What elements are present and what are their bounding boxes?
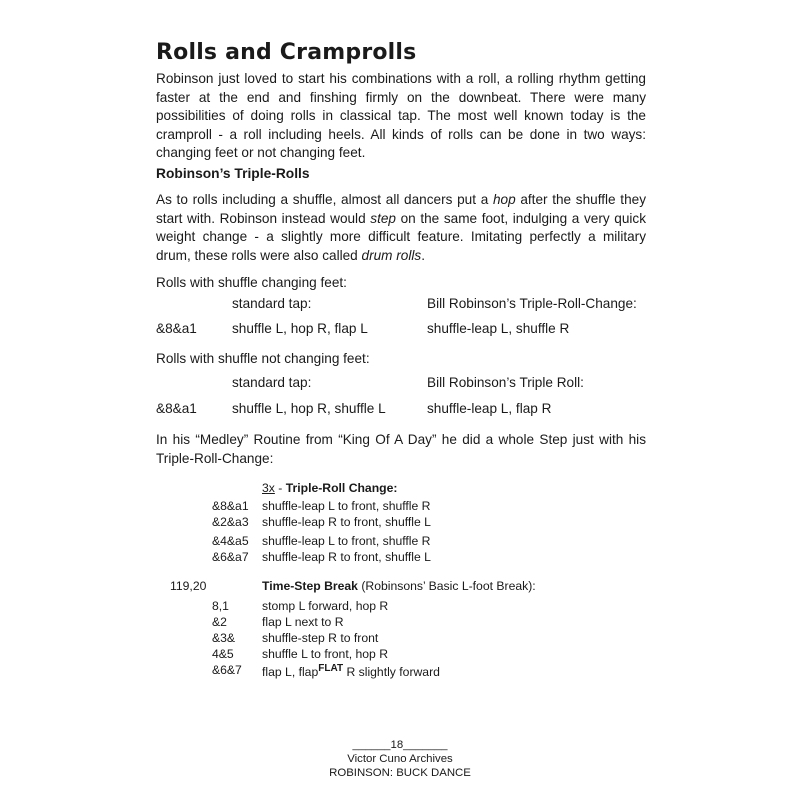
step-description: shuffle-step R to front [262, 631, 379, 645]
step-description: shuffle-leap R to front, shuffle L [262, 550, 431, 564]
section-heading: Robinson’s Triple-Rolls [156, 166, 310, 181]
intro-paragraph: Robinson just loved to start his combinations with a roll, a rolling rhythm getting faster at the end and finshing firmly on the downbeat. There were many possibilities of doing rolls in classical tap. The most well known today is the cramproll - a roll including heels. All kinds of rolls can be done in two ways: changing feet or not changing feet. [156, 71, 646, 160]
count-cell: &8&a1 [156, 321, 197, 336]
step-count: 8,1 [212, 599, 229, 613]
step-description: shuffle L to front, hop R [262, 647, 389, 661]
text-segment: R slightly forward [343, 665, 440, 679]
standard-tap-header: standard tap: [232, 375, 312, 390]
footer-archive: Victor Cuno Archives [347, 753, 453, 765]
page-number: ______18_______ [352, 739, 448, 751]
changing-feet-label: Rolls with shuffle changing feet: [156, 275, 347, 290]
routine-title: Triple-Roll Change: [285, 481, 398, 495]
step-description [262, 663, 440, 679]
count-cell: &8&a1 [156, 401, 197, 416]
step-count: &6&a7 [212, 550, 249, 564]
not-changing-feet-label: Rolls with shuffle not changing feet: [156, 351, 370, 366]
reference-number: 119,20 [170, 579, 207, 593]
step-count: &8&a1 [212, 499, 249, 513]
page-title: Rolls and Cramprolls [156, 40, 417, 65]
step-description: shuffle-leap L to front, shuffle R [262, 534, 431, 548]
step-count: &6&7 [212, 663, 242, 677]
step-count: &3& [212, 631, 236, 645]
break-title [262, 579, 536, 593]
text-segment: flap L, flap [262, 665, 319, 679]
robinson-header: Bill Robinson’s Triple-Roll-Change: [427, 296, 637, 311]
separator: - [274, 481, 286, 495]
text-segment: . [421, 247, 425, 263]
step-description: stomp L forward, hop R [262, 599, 389, 613]
emphasis-drum-rolls: drum rolls [361, 247, 422, 263]
flat-superscript: FLAT [318, 663, 344, 674]
step-description: flap L next to R [262, 615, 344, 629]
step-description: shuffle-leap R to front, shuffle L [262, 515, 431, 529]
standard-step-cell: shuffle L, hop R, shuffle L [232, 401, 386, 416]
routine-title: Time-Step Break [262, 579, 358, 593]
step-count: &4&a5 [212, 534, 249, 548]
step-count: &2&a3 [212, 515, 249, 529]
step-description: shuffle-leap L to front, shuffle R [262, 499, 431, 513]
footer-book-title: ROBINSON: BUCK DANCE [329, 767, 471, 779]
triple-roll-change-title [262, 481, 397, 495]
text-segment: after the shuffle they start with. Robinson instead would [156, 192, 646, 226]
emphasis-hop: hop [492, 192, 516, 207]
text-segment: As to rolls including a shuffle, almost all dancers put a [156, 192, 493, 207]
robinson-step-cell: shuffle-leap L, flap R [427, 401, 552, 416]
standard-step-cell: shuffle L, hop R, flap L [232, 321, 368, 336]
emphasis-step: step [370, 210, 396, 226]
text-segment: on the same foot, indulging a very quick weight change - a slightly more difficult feature. Imitating perfectly a military drum, these rolls were also called [156, 210, 647, 263]
standard-tap-header: standard tap: [232, 296, 312, 311]
medley-paragraph: In his “Medley” Routine from “King Of A Day” he did a whole Step just with his Triple-Roll-Change: [156, 432, 646, 466]
step-count: &2 [212, 615, 227, 629]
triple-rolls-paragraph [156, 191, 646, 265]
routine-subtitle: (Robinsons’ Basic L-foot Break): [357, 579, 536, 593]
step-count: 4&5 [212, 647, 234, 661]
robinson-header: Bill Robinson’s Triple Roll: [427, 375, 584, 390]
robinson-step-cell: shuffle-leap L, shuffle R [427, 321, 570, 336]
repeat-count: 3x [262, 481, 275, 495]
